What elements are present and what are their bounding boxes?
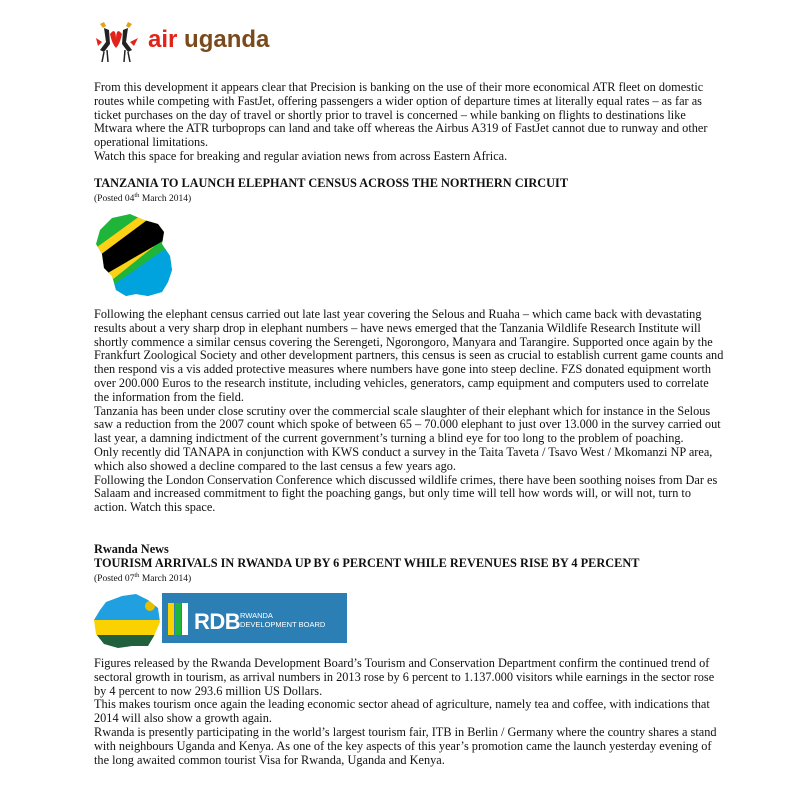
watch-line: Watch this space for breaking and regular aviation news from across Eastern Africa. [94, 148, 508, 163]
article1-posted-suffix: March 2014) [139, 194, 192, 205]
brand-word-air: air [148, 26, 178, 53]
article2-paragraph-3: Rwanda is presently participating in the world’s largest tourism fair, ITB in Berlin / Germany where the country shares a stand with neighbours Uganda and Kenya. As one of the key aspects of this year’s promotion came the launch yesterday evening of the long awaited common tourist Visa for Rwanda, Uganda and Kenya. [94, 724, 717, 767]
rdb-abbreviation: RDB [194, 609, 241, 634]
article1-paragraph-2: Tanzania has been under close scrutiny over the commercial scale slaughter of their elephant which for instance in the Selous saw a reduction from the 2007 count which spoke of between 65 – 70.000 elephant to just over 13.000 in the survey carried out last year, a damning indictment of the current government’s turning a blind eye for too long to the problem of poaching. [94, 403, 721, 446]
air-uganda-logo [94, 20, 294, 64]
rdb-line-1: RWANDA [240, 611, 273, 620]
article2-posted-prefix: (Posted 07 [94, 574, 135, 585]
rdb-stripes-icon [168, 603, 188, 635]
article1-posted-sup: th [134, 192, 140, 199]
article1-paragraph-1: Following the elephant census carried out late last year covering the Selous and Ruaha – which came back with devastating results about a very sharp drop in elephant numbers – have news emerged that the Tanzania Wildlife Research Institute will shortly commence a similar census covering the Serengeti, Ngorongoro, Manyara and Tarangire. Supported once again by the Frankfurt Zoological Society and other development partners, this census is seen as crucial to establish current game counts and then respond vis a vis added protective measures where numbers have gone into steep decline. FZS donated equipment worth over 200.000 Euros to the research institute, including vehicles, generators, camp equipment and computers used to correlate the information from the field. [94, 307, 724, 404]
article2-posted-sup: th [134, 572, 140, 579]
rdb-banner-image [162, 593, 347, 643]
rdb-full-name [240, 612, 340, 629]
article2-paragraph-2: This makes tourism once again the leading economic sector ahead of agriculture, namely tea and coffee, with indications that 2014 will also show a growth again. [94, 697, 710, 726]
tanzania-flag-map-image [92, 210, 192, 300]
article1-paragraph-3: Only recently did TANAPA in conjunction with KWS conduct a survey in the Taita Taveta / Tsavo West / Mkomanzi NP area, which also showed a decline compared to the last census a few years ago. [94, 444, 713, 473]
rwanda-flag-map-image [92, 590, 164, 650]
article1-posted-date [94, 190, 191, 205]
crested-crane-icon [94, 20, 146, 64]
intro-paragraph [94, 81, 724, 164]
article2-body [94, 657, 724, 767]
rdb-line-2: DEVELOPMENT BOARD [240, 619, 326, 629]
article1-headline: TANZANIA TO LAUNCH ELEPHANT CENSUS ACROSS THE NORTHERN CIRCUIT [94, 176, 569, 190]
brand-wordmark [148, 26, 269, 54]
article2-headline: TOURISM ARRIVALS IN RWANDA UP BY 6 PERCENT WHILE REVENUES RISE BY 4 PERCENT [94, 556, 640, 570]
article2-posted-date [94, 570, 191, 585]
rwanda-news-section-label: Rwanda News [94, 542, 169, 556]
article1-paragraph-4: Following the London Conservation Conference which discussed wildlife crimes, there have been soothing noises from Dar es Salaam and increased commitment to fight the poaching gangs, but only time will tell how words will, or will not, turn to action. Watch this space. [94, 472, 718, 515]
article1-body [94, 308, 724, 515]
article2-paragraph-1: Figures released by the Rwanda Development Board’s Tourism and Conservation Department confirm the continued trend of sectoral growth in tourism, as arrival numbers in 2013 rose by 6 percent to 1.137.000 visitors while earnings in the sector rose by 4 percent to now 293.6 million US Dollars. [94, 656, 715, 698]
brand-word-uganda: uganda [184, 26, 270, 53]
intro-text: From this development it appears clear that Precision is banking on the use of their more economical ATR fleet on domestic routes while competing with FastJet, offering passengers a wider option of departure times at literally equal rates – as far as ticket purchases on the day of travel or shortly prior to travel is concerned – while banking on flights to destinations like Mtwara where the ATR turboprops can land and take off whereas the Airbus A319 of FastJet cannot due to runway and other operational limitations. [94, 80, 708, 150]
article1-posted-prefix: (Posted 04 [94, 194, 135, 205]
article2-posted-suffix: March 2014) [139, 574, 192, 585]
